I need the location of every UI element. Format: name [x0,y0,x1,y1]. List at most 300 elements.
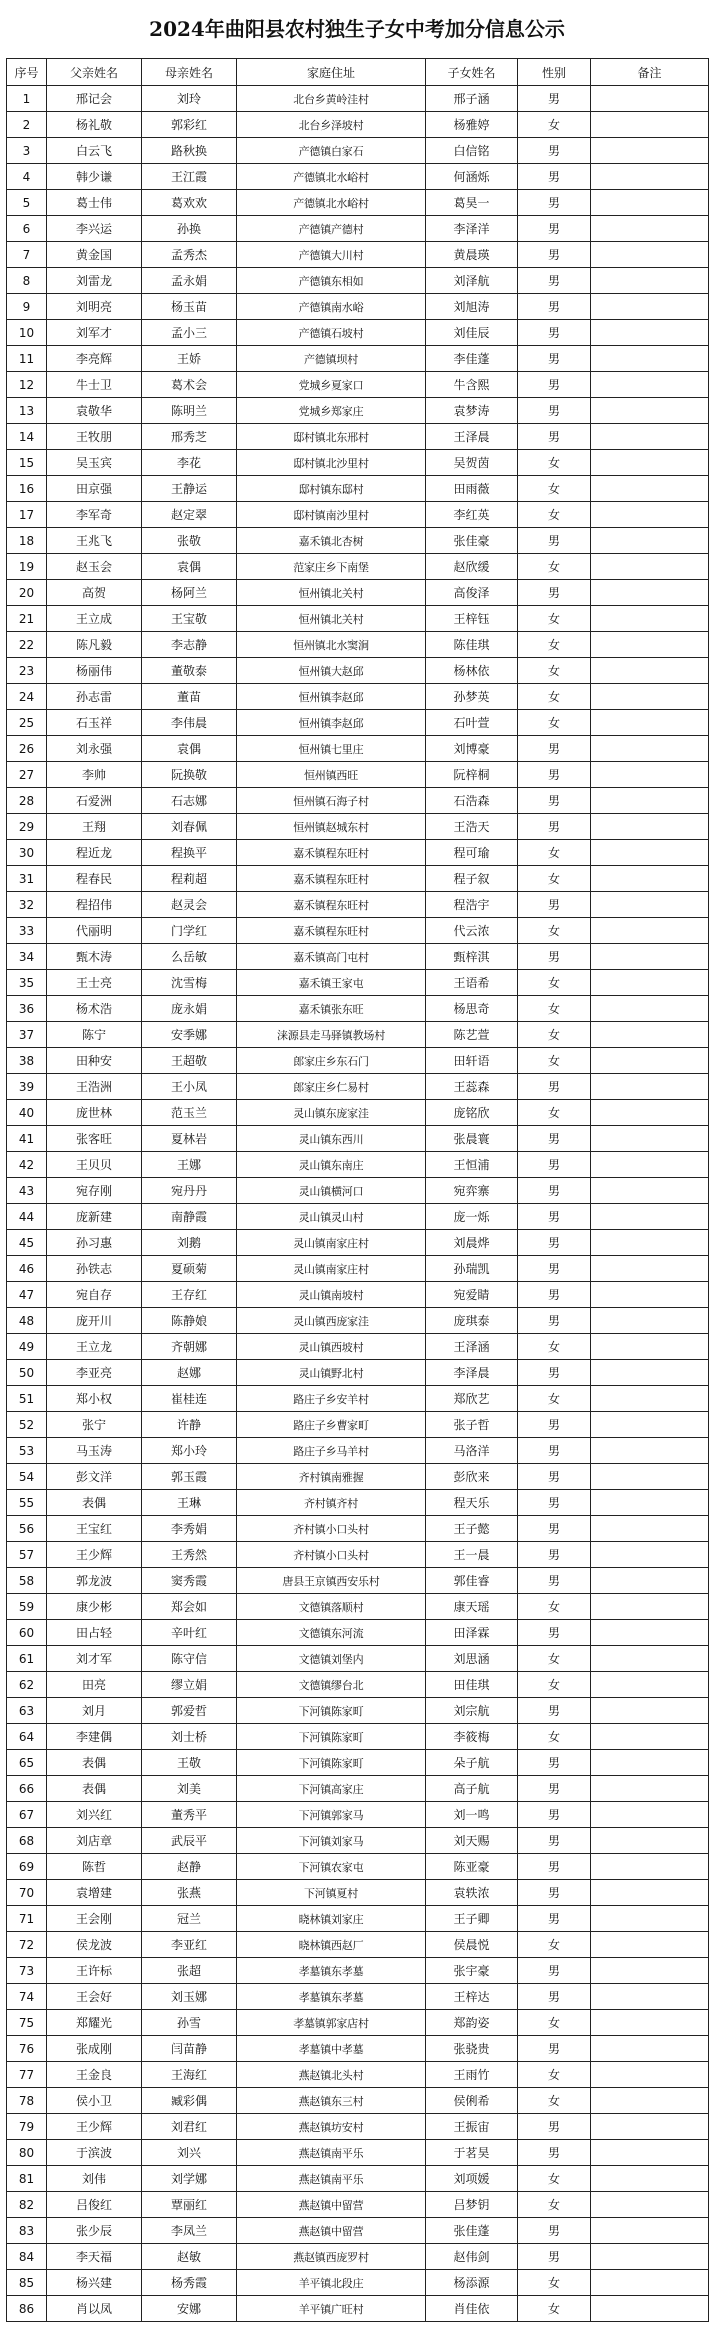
cell-father-name: 王贝贝 [47,1152,142,1178]
cell-index: 71 [7,1906,47,1932]
cell-gender: 男 [518,1568,591,1594]
cell-gender: 男 [518,1282,591,1308]
cell-address: 恒州镇石海子村 [237,788,426,814]
cell-father-name: 刘军才 [47,320,142,346]
cell-gender: 男 [518,1984,591,2010]
cell-mother-name: 郑会如 [142,1594,237,1620]
table-row [7,1568,709,1594]
table-row [7,1074,709,1100]
cell-address: 产德镇石坡村 [237,320,426,346]
cell-address: 孝墓镇郭家店村 [237,2010,426,2036]
cell-address: 北台乡泽坡村 [237,112,426,138]
cell-index: 47 [7,1282,47,1308]
cell-remarks [591,320,709,346]
cell-mother-name: 王静运 [142,476,237,502]
table-row [7,970,709,996]
cell-gender: 男 [518,1828,591,1854]
cell-father-name: 陈凡毅 [47,632,142,658]
cell-remarks [591,2088,709,2114]
cell-father-name: 刘月 [47,1698,142,1724]
cell-child-name: 程浩宇 [426,892,518,918]
cell-gender: 男 [518,1490,591,1516]
cell-father-name: 李军奇 [47,502,142,528]
cell-remarks [591,1698,709,1724]
cell-index: 50 [7,1360,47,1386]
cell-mother-name: 许静 [142,1412,237,1438]
table-row [7,1672,709,1698]
cell-mother-name: 董秀平 [142,1802,237,1828]
cell-address: 灵山镇东庞家洼 [237,1100,426,1126]
table-row [7,1698,709,1724]
table-row [7,866,709,892]
cell-index: 80 [7,2140,47,2166]
cell-index: 79 [7,2114,47,2140]
cell-gender: 男 [518,1750,591,1776]
cell-remarks [591,1022,709,1048]
cell-remarks [591,866,709,892]
cell-gender: 男 [518,398,591,424]
cell-gender: 女 [518,658,591,684]
cell-address: 燕赵镇东三村 [237,2088,426,2114]
cell-index: 28 [7,788,47,814]
cell-father-name: 孙志雷 [47,684,142,710]
table-row [7,190,709,216]
cell-child-name: 于茗昊 [426,2140,518,2166]
cell-address: 产德镇白家石 [237,138,426,164]
cell-child-name: 刘晨烨 [426,1230,518,1256]
cell-mother-name: 武辰平 [142,1828,237,1854]
table-row [7,710,709,736]
cell-gender: 女 [518,112,591,138]
cell-child-name: 吕梦钥 [426,2192,518,2218]
cell-father-name: 王会刚 [47,1906,142,1932]
cell-index: 13 [7,398,47,424]
cell-child-name: 田雨薇 [426,476,518,502]
cell-father-name: 王少辉 [47,1542,142,1568]
cell-index: 46 [7,1256,47,1282]
cell-remarks [591,1386,709,1412]
table-row [7,1880,709,1906]
cell-gender: 女 [518,1932,591,1958]
cell-address: 郎家庄乡东石门 [237,1048,426,1074]
cell-gender: 女 [518,840,591,866]
cell-child-name: 王雨竹 [426,2062,518,2088]
table-row [7,268,709,294]
cell-gender: 女 [518,684,591,710]
cell-address: 下河镇农家屯 [237,1854,426,1880]
cell-mother-name: 冠兰 [142,1906,237,1932]
table-row [7,2114,709,2140]
cell-address: 燕赵镇中留营 [237,2192,426,2218]
cell-father-name: 郑小权 [47,1386,142,1412]
table-row [7,1828,709,1854]
cell-address: 文德镇东河流 [237,1620,426,1646]
cell-gender: 女 [518,996,591,1022]
cell-mother-name: 郭爱哲 [142,1698,237,1724]
table-row [7,1100,709,1126]
cell-child-name: 李泽晨 [426,1360,518,1386]
table-row [7,2166,709,2192]
cell-remarks [591,86,709,112]
cell-index: 43 [7,1178,47,1204]
cell-child-name: 王振宙 [426,2114,518,2140]
table-row [7,2244,709,2270]
cell-remarks [591,1854,709,1880]
cell-father-name: 陈宁 [47,1022,142,1048]
cell-child-name: 王恒浦 [426,1152,518,1178]
cell-index: 60 [7,1620,47,1646]
cell-father-name: 王士亮 [47,970,142,996]
cell-father-name: 王立龙 [47,1334,142,1360]
cell-mother-name: 孟小三 [142,320,237,346]
cell-remarks [591,970,709,996]
cell-child-name: 王泽晨 [426,424,518,450]
cell-address: 北台乡黄岭洼村 [237,86,426,112]
cell-index: 53 [7,1438,47,1464]
cell-gender: 女 [518,2192,591,2218]
cell-remarks [591,1516,709,1542]
cell-child-name: 张晨寰 [426,1126,518,1152]
cell-child-name: 杨思奇 [426,996,518,1022]
cell-mother-name: 覃丽红 [142,2192,237,2218]
cell-remarks [591,1360,709,1386]
cell-remarks [591,1750,709,1776]
table-row [7,1464,709,1490]
cell-index: 5 [7,190,47,216]
cell-address: 燕赵镇中留营 [237,2218,426,2244]
cell-gender: 男 [518,2244,591,2270]
cell-remarks [591,1932,709,1958]
cell-address: 齐村镇小口头村 [237,1516,426,1542]
cell-index: 8 [7,268,47,294]
cell-index: 26 [7,736,47,762]
table-row [7,2010,709,2036]
cell-gender: 男 [518,528,591,554]
cell-remarks [591,2010,709,2036]
header-gender: 性别 [518,59,591,86]
table-row [7,1854,709,1880]
cell-child-name: 孙梦英 [426,684,518,710]
cell-mother-name: 齐朝娜 [142,1334,237,1360]
cell-child-name: 康天瑶 [426,1594,518,1620]
cell-remarks [591,892,709,918]
cell-mother-name: 夏林岩 [142,1126,237,1152]
cell-gender: 男 [518,1308,591,1334]
cell-remarks [591,1126,709,1152]
cell-remarks [591,1256,709,1282]
cell-mother-name: 杨玉苗 [142,294,237,320]
cell-mother-name: 路秋换 [142,138,237,164]
cell-father-name: 庞新建 [47,1204,142,1230]
table-row [7,1230,709,1256]
cell-address: 灵山镇东西川 [237,1126,426,1152]
cell-address: 路庄子乡安羊村 [237,1386,426,1412]
table-row [7,1178,709,1204]
cell-father-name: 张宁 [47,1412,142,1438]
cell-address: 恒州镇赵城东村 [237,814,426,840]
cell-father-name: 葛士伟 [47,190,142,216]
cell-child-name: 张佳蓬 [426,2218,518,2244]
table-row [7,684,709,710]
cell-address: 产德镇坝村 [237,346,426,372]
table-row [7,1594,709,1620]
table-row [7,1386,709,1412]
cell-child-name: 侯俐希 [426,2088,518,2114]
cell-child-name: 李红英 [426,502,518,528]
cell-mother-name: 范玉兰 [142,1100,237,1126]
cell-remarks [591,1906,709,1932]
cell-father-name: 李天福 [47,2244,142,2270]
table-row [7,2218,709,2244]
cell-index: 18 [7,528,47,554]
cell-child-name: 张骁贵 [426,2036,518,2062]
cell-father-name: 刘伟 [47,2166,142,2192]
cell-father-name: 牛士卫 [47,372,142,398]
table-row [7,1490,709,1516]
cell-gender: 男 [518,1126,591,1152]
cell-index: 3 [7,138,47,164]
cell-father-name: 肖以凤 [47,2296,142,2322]
cell-address: 燕赵镇北头村 [237,2062,426,2088]
header-child-name: 子女姓名 [426,59,518,86]
table-row [7,1958,709,1984]
cell-remarks [591,918,709,944]
cell-mother-name: 张超 [142,1958,237,1984]
cell-index: 27 [7,762,47,788]
cell-address: 齐村镇南雅握 [237,1464,426,1490]
cell-address: 产德镇大川村 [237,242,426,268]
cell-child-name: 刘泽航 [426,268,518,294]
cell-gender: 男 [518,372,591,398]
cell-index: 22 [7,632,47,658]
cell-gender: 男 [518,190,591,216]
cell-gender: 男 [518,1802,591,1828]
cell-index: 7 [7,242,47,268]
cell-index: 73 [7,1958,47,1984]
table-row [7,788,709,814]
cell-remarks [591,164,709,190]
cell-mother-name: 程换平 [142,840,237,866]
cell-gender: 男 [518,814,591,840]
cell-index: 54 [7,1464,47,1490]
cell-mother-name: 赵敏 [142,2244,237,2270]
cell-mother-name: 刘兴 [142,2140,237,2166]
cell-gender: 女 [518,554,591,580]
cell-remarks [591,2192,709,2218]
cell-remarks [591,1282,709,1308]
cell-mother-name: 赵灵会 [142,892,237,918]
cell-child-name: 孙瑞凯 [426,1256,518,1282]
cell-gender: 女 [518,1386,591,1412]
cell-address: 文德镇缪台北 [237,1672,426,1698]
cell-mother-name: 刘士桥 [142,1724,237,1750]
cell-child-name: 刘思涵 [426,1646,518,1672]
cell-remarks [591,1178,709,1204]
cell-gender: 男 [518,1230,591,1256]
cell-remarks [591,1672,709,1698]
cell-index: 30 [7,840,47,866]
cell-father-name: 甄木涛 [47,944,142,970]
cell-address: 灵山镇南坡村 [237,1282,426,1308]
cell-father-name: 田京强 [47,476,142,502]
cell-remarks [591,1412,709,1438]
cell-address: 恒州镇七里庄 [237,736,426,762]
cell-mother-name: 刘美 [142,1776,237,1802]
cell-child-name: 王梓钰 [426,606,518,632]
cell-remarks [591,1880,709,1906]
cell-address: 燕赵镇南平乐 [237,2166,426,2192]
cell-father-name: 宛存刚 [47,1178,142,1204]
cell-address: 文德镇刘堡内 [237,1646,426,1672]
cell-gender: 男 [518,216,591,242]
cell-child-name: 袁梦涛 [426,398,518,424]
cell-mother-name: 赵娜 [142,1360,237,1386]
cell-gender: 男 [518,1542,591,1568]
table-row [7,632,709,658]
cell-mother-name: 杨阿兰 [142,580,237,606]
cell-address: 产德镇东相如 [237,268,426,294]
cell-child-name: 彭欣来 [426,1464,518,1490]
cell-child-name: 刘旭涛 [426,294,518,320]
cell-index: 42 [7,1152,47,1178]
cell-mother-name: 王琳 [142,1490,237,1516]
cell-mother-name: 王娇 [142,346,237,372]
cell-child-name: 陈亚豪 [426,1854,518,1880]
cell-index: 37 [7,1022,47,1048]
cell-gender: 男 [518,1204,591,1230]
cell-child-name: 庞琪泰 [426,1308,518,1334]
cell-father-name: 刘永强 [47,736,142,762]
cell-father-name: 袁增建 [47,1880,142,1906]
cell-address: 产德镇产德村 [237,216,426,242]
cell-mother-name: 李凤兰 [142,2218,237,2244]
cell-father-name: 马玉涛 [47,1438,142,1464]
cell-index: 85 [7,2270,47,2296]
cell-mother-name: 王超敬 [142,1048,237,1074]
cell-mother-name: 陈静娘 [142,1308,237,1334]
cell-index: 33 [7,918,47,944]
cell-child-name: 刘宗航 [426,1698,518,1724]
cell-index: 34 [7,944,47,970]
cell-mother-name: 程莉超 [142,866,237,892]
cell-child-name: 王一晨 [426,1542,518,1568]
cell-child-name: 郑欣艺 [426,1386,518,1412]
cell-gender: 男 [518,268,591,294]
cell-mother-name: 孙换 [142,216,237,242]
table-row [7,450,709,476]
cell-remarks [591,1802,709,1828]
cell-index: 74 [7,1984,47,2010]
table-row [7,424,709,450]
cell-gender: 男 [518,320,591,346]
cell-mother-name: 郭玉霞 [142,1464,237,1490]
cell-mother-name: 王娜 [142,1152,237,1178]
cell-remarks [591,1542,709,1568]
cell-father-name: 吴玉宾 [47,450,142,476]
cell-father-name: 杨丽伟 [47,658,142,684]
cell-address: 孝墓镇东孝墓 [237,1958,426,1984]
cell-index: 6 [7,216,47,242]
table-row [7,372,709,398]
cell-address: 下河镇陈家町 [237,1698,426,1724]
cell-father-name: 代丽明 [47,918,142,944]
cell-father-name: 张成刚 [47,2036,142,2062]
cell-mother-name: 庞永娟 [142,996,237,1022]
cell-father-name: 赵玉会 [47,554,142,580]
cell-gender: 男 [518,1360,591,1386]
cell-remarks [591,424,709,450]
cell-father-name: 田占轻 [47,1620,142,1646]
table-row [7,658,709,684]
cell-mother-name: 刘鹅 [142,1230,237,1256]
cell-remarks [591,398,709,424]
cell-address: 邸村镇南沙里村 [237,502,426,528]
cell-father-name: 彭文洋 [47,1464,142,1490]
cell-index: 4 [7,164,47,190]
table-row [7,1048,709,1074]
cell-gender: 男 [518,762,591,788]
cell-mother-name: 邢秀芝 [142,424,237,450]
cell-mother-name: 王敬 [142,1750,237,1776]
cell-father-name: 康少彬 [47,1594,142,1620]
cell-remarks [591,216,709,242]
cell-remarks [591,1958,709,1984]
cell-mother-name: 张燕 [142,1880,237,1906]
cell-gender: 男 [518,138,591,164]
cell-address: 下河镇郭家马 [237,1802,426,1828]
table-row [7,502,709,528]
table-row [7,398,709,424]
cell-mother-name: 闫苗静 [142,2036,237,2062]
cell-father-name: 庞世林 [47,1100,142,1126]
cell-mother-name: 臧彩偶 [142,2088,237,2114]
cell-index: 31 [7,866,47,892]
cell-address: 嘉禾镇北杏树 [237,528,426,554]
cell-address: 下河镇陈家町 [237,1750,426,1776]
table-row [7,996,709,1022]
table-row [7,1438,709,1464]
cell-address: 路庄子乡曹家町 [237,1412,426,1438]
cell-mother-name: 李花 [142,450,237,476]
cell-father-name: 王许标 [47,1958,142,1984]
cell-address: 嘉禾镇高门屯村 [237,944,426,970]
cell-gender: 女 [518,1594,591,1620]
cell-child-name: 吴贺茵 [426,450,518,476]
cell-index: 2 [7,112,47,138]
cell-father-name: 王牧朋 [47,424,142,450]
cell-mother-name: 孙雪 [142,2010,237,2036]
cell-index: 75 [7,2010,47,2036]
cell-father-name: 邢记会 [47,86,142,112]
cell-address: 党城乡夏家口 [237,372,426,398]
cell-index: 9 [7,294,47,320]
cell-child-name: 高俊泽 [426,580,518,606]
cell-child-name: 杨添源 [426,2270,518,2296]
cell-child-name: 刘佳辰 [426,320,518,346]
cell-mother-name: 王存红 [142,1282,237,1308]
cell-remarks [591,372,709,398]
table-row [7,1516,709,1542]
cell-remarks [591,1724,709,1750]
cell-remarks [591,2166,709,2192]
cell-index: 15 [7,450,47,476]
cell-remarks [591,632,709,658]
cell-mother-name: 王海红 [142,2062,237,2088]
cell-gender: 女 [518,2166,591,2192]
cell-address: 唐县王京镇西安乐村 [237,1568,426,1594]
cell-remarks [591,1568,709,1594]
cell-gender: 男 [518,1620,591,1646]
